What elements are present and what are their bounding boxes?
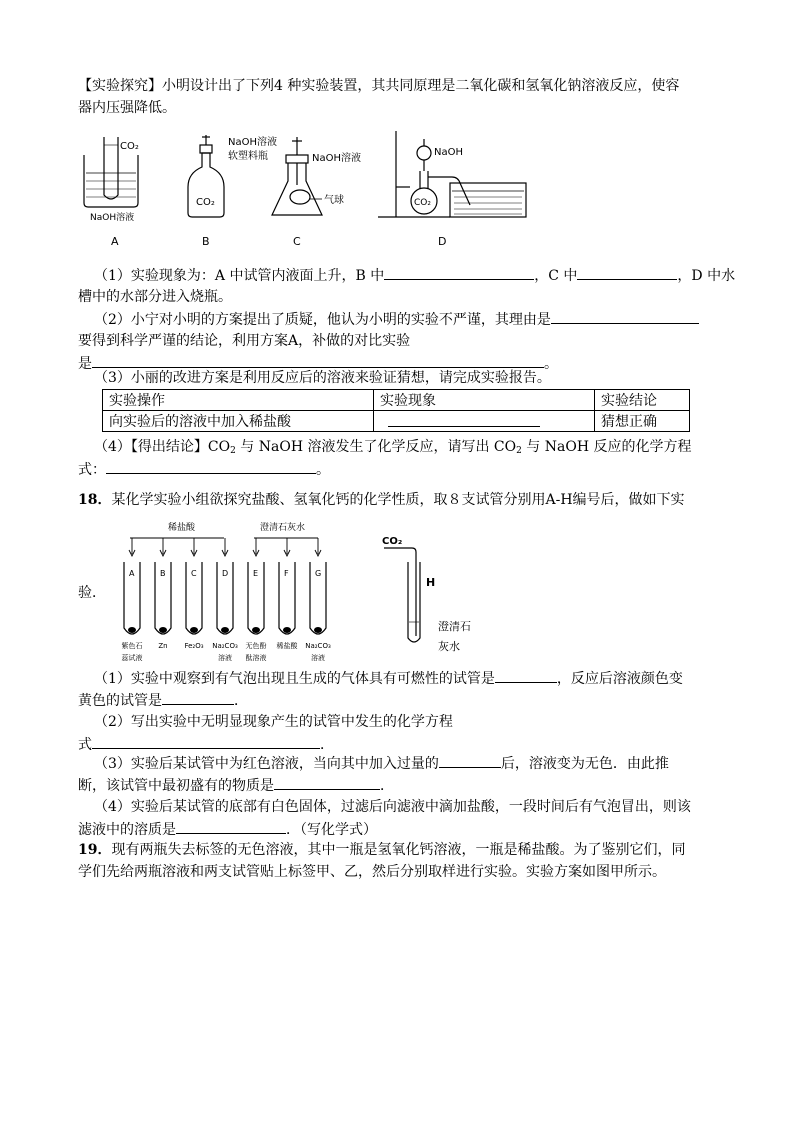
apparatus-d-water — [454, 197, 522, 214]
q17-p4-blank-equation[interactable] — [106, 459, 316, 474]
q18-intro: 18．某化学实验小组欲探究盐酸、氢氧化钙的化学性质，取８支试管分别用A-H编号后，做如下实 — [78, 492, 685, 508]
q18-number: 18． — [78, 492, 112, 508]
limewater-label: 澄清石灰水 — [260, 523, 306, 533]
apparatus-a-letter: A — [111, 235, 119, 248]
q18-p4-line2: 滤液中的溶质是 ．（写化学式） — [78, 819, 377, 840]
test-tube-content — [221, 627, 229, 633]
apparatus-d — [378, 131, 526, 217]
q17-p2-blank-reason[interactable] — [551, 309, 699, 324]
apparatus-c-letter: C — [293, 235, 301, 248]
test-tube-label: F — [284, 569, 289, 578]
test-tube-label: A — [129, 569, 135, 578]
h-co2-label: CO₂ — [382, 536, 403, 547]
q18-intro-end: 验． — [78, 585, 106, 601]
apparatus-b-label2: 软塑料瓶 — [228, 151, 268, 162]
test-tube-content-label: 紫色石 — [121, 642, 143, 650]
h-tube-label: H — [426, 576, 436, 589]
test-tube-content-label: Fe₂O₃ — [184, 642, 204, 650]
q17-intro-line1: 【实验探究】小明设计出了下列4 种实验装置，其共同原理是二氧化碳和氢氧化钠溶液反应，使容 — [78, 78, 680, 94]
test-tube-content — [190, 627, 198, 633]
test-tube-content-label: 溶液 — [311, 654, 325, 662]
table-header-cell: 实验结论 — [595, 390, 690, 411]
test-tube-content-label: Na₂CO₃ — [212, 642, 238, 650]
table-cell-conclusion: 猜想正确 — [595, 411, 690, 432]
q18-p2-line1: （2）写出实验中无明显现象产生的试管中发生的化学方程 — [94, 714, 453, 730]
q17-p4-line2: 式： 。 — [78, 459, 330, 480]
test-tube-content — [128, 627, 136, 633]
test-tube-content-label: 稀盐酸 — [276, 642, 298, 650]
apparatus-b-letter: B — [202, 235, 210, 248]
down-arrow-icon — [222, 538, 228, 556]
q19-number: 19． — [78, 842, 112, 858]
test-tube-content-label: Na₂CO₃ — [305, 642, 331, 650]
down-arrow-icon — [315, 538, 321, 556]
q18-tubes-group — [122, 538, 331, 662]
q18-p4-line1: （4）实验后某试管的底部有白色固体，过滤后向滤液中滴加盐酸，一段时间后有气泡冒出，则该 — [94, 799, 691, 815]
test-tube-label: C — [191, 569, 197, 578]
q18-test-tubes-figure — [112, 518, 482, 668]
table-phenomenon-blank[interactable] — [388, 412, 540, 427]
down-arrow-icon — [253, 538, 259, 556]
q18-p3-blank-reagent[interactable] — [439, 753, 501, 768]
q18-p1-line1: （1）实验中观察到有气泡出现且生成的气体具有可燃性的试管是 ，反应后溶液颜色变 — [94, 668, 683, 689]
q18-p2-line2: 式 ． — [78, 734, 334, 755]
q17-intro-line2: 器内压强降低。 — [78, 100, 176, 116]
q17-p3: （3）小丽的改进方案是利用反应后的溶液来验证猜想，请完成实验报告。 — [94, 370, 551, 386]
q17-p1-line2: 槽中的水部分进入烧瓶。 — [78, 289, 232, 305]
apparatus-c-label2: 气球 — [324, 195, 344, 206]
q18-p1-line2: 黄色的试管是 ． — [78, 690, 248, 711]
q18-p3-line2: 断，该试管中最初盛有的物质是 ． — [78, 775, 394, 796]
q17-p2-line1: （2）小宁对小明的方案提出了质疑，他认为小明的实验不严谨，其理由是 — [94, 309, 699, 330]
acid-label: 稀盐酸 — [168, 523, 196, 533]
test-tube-content — [159, 627, 167, 633]
q19-line2: 学们先给两瓶溶液和两支试管贴上标签甲、乙，然后分别取样进行实验。实验方案如图甲所示。 — [78, 864, 666, 880]
q18-p2-blank-equation[interactable] — [92, 734, 320, 749]
apparatus-a-top-label: CO₂ — [120, 141, 139, 152]
table-header-cell: 实验现象 — [374, 390, 595, 411]
apparatus-c-label1: NaOH溶液 — [312, 153, 361, 164]
q17-p4-line1: （4）【得出结论】$CO_2$ 与 NaOH 溶液发生了化学反应，请写出 $CO_2$ 与 NaOH 反应的化学方程 — [94, 439, 692, 456]
apparatus-d-letter: D — [438, 235, 447, 248]
q18-p4-blank-solute[interactable] — [176, 819, 286, 834]
apparatus-c — [272, 137, 322, 215]
test-tube-content-label: 溶液 — [218, 654, 232, 662]
q17-apparatus-figure — [78, 125, 538, 250]
table-header-row — [103, 390, 690, 411]
table-cell-operation: 向实验后的溶液中加入稀盐酸 — [103, 411, 374, 432]
q17-p1-blank-c[interactable] — [577, 265, 677, 280]
down-arrow-icon — [129, 538, 135, 556]
h-liquid-label1: 澄清石 — [438, 620, 471, 633]
test-tube-content-label: 酞溶液 — [245, 654, 267, 662]
down-arrow-icon — [160, 538, 166, 556]
test-tube-label: E — [253, 569, 259, 578]
test-tube-content — [314, 627, 322, 633]
experiment-report-table — [102, 389, 690, 432]
q19-line1: 19．现有两瓶失去标签的无色溶液，其中一瓶是氢氧化钙溶液，一瓶是稀盐酸。为了鉴别它们，同 — [78, 842, 686, 858]
table-header-cell: 实验操作 — [103, 390, 374, 411]
q17-p2-line2: 要得到科学严谨的结论，利用方案A，补做的对比实验 — [78, 333, 411, 349]
test-tube-content-label: 无色酚 — [245, 642, 267, 650]
q17-p1-line1: （1）实验现象为：A 中试管内液面上升，B 中 ，C 中 ，D 中水 — [94, 265, 735, 286]
apparatus-h — [384, 548, 420, 642]
apparatus-b-label1: NaOH溶液 — [228, 137, 277, 148]
table-row — [103, 411, 690, 432]
h-liquid-label2: 灰水 — [438, 640, 460, 653]
table-cell-phenomenon[interactable] — [374, 411, 595, 432]
q18-p3-blank-substance[interactable] — [274, 775, 380, 790]
apparatus-d-inner-label: CO₂ — [414, 198, 431, 208]
test-tube-label: B — [160, 569, 166, 578]
test-tube-content-label: 蕊试液 — [121, 654, 143, 662]
apparatus-b-inner-label: CO₂ — [196, 197, 215, 208]
down-arrow-icon — [284, 538, 290, 556]
down-arrow-icon — [191, 538, 197, 556]
apparatus-d-label1: NaOH — [434, 147, 463, 158]
test-tube-content-label: Zn — [158, 642, 168, 650]
test-tube-label: D — [222, 569, 229, 578]
q18-p3-line1: （3）实验后某试管中为红色溶液，当向其中加入过量的 后，溶液变为无色．由此推 — [94, 753, 669, 774]
test-tube-label: G — [315, 569, 322, 578]
test-tube-content — [252, 627, 260, 633]
q18-p1-blank-gas[interactable] — [495, 668, 557, 683]
apparatus-a-bottom-label: NaOH溶液 — [90, 213, 135, 223]
test-tube-content — [283, 627, 291, 633]
q18-p1-blank-yellow[interactable] — [162, 690, 234, 705]
q17-p2-blank-experiment[interactable] — [92, 353, 544, 368]
q17-p2-line3: 是 。 — [78, 353, 558, 374]
q17-p1-blank-b[interactable] — [384, 265, 534, 280]
